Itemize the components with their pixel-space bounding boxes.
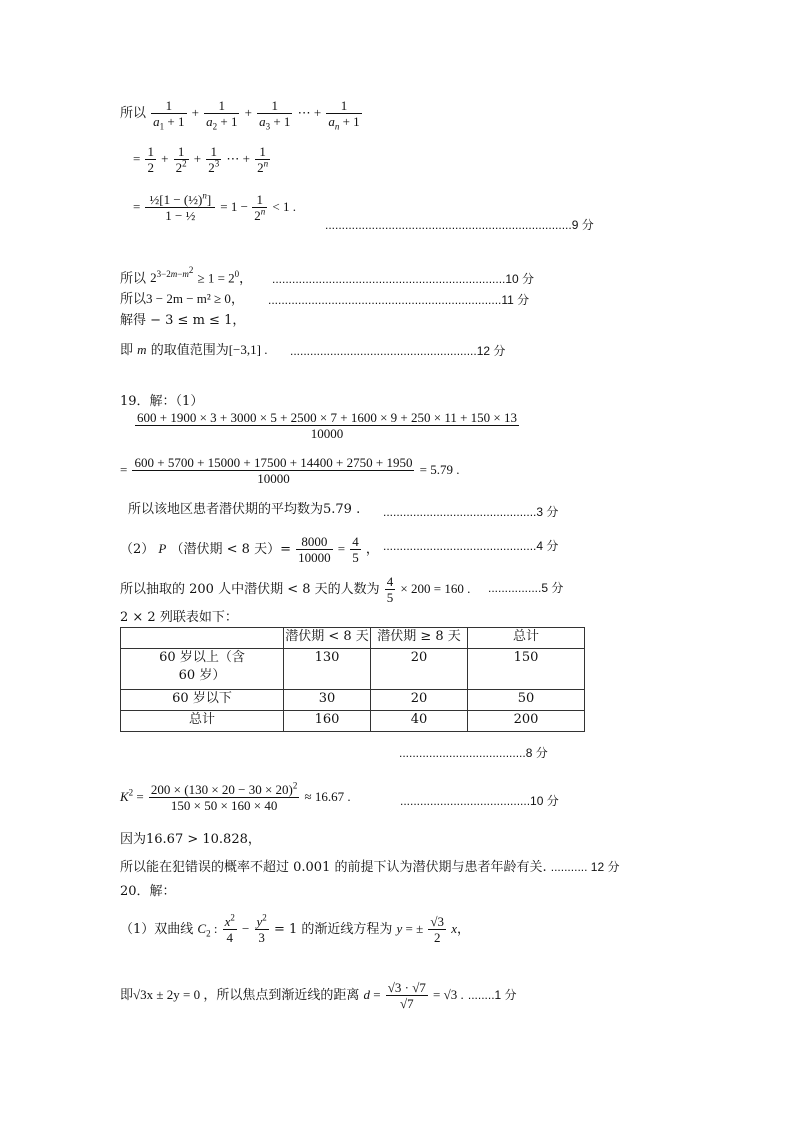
table-cell: 60 岁以下 <box>121 690 284 711</box>
table-title: 2 × 2 列联表如下： <box>120 610 238 625</box>
table-cell: 20 <box>371 649 468 690</box>
probability-line: （2） P （潜伏期 < 8 天）= $\frac{8000}{10000}$ = $\frac{4}{5}$ ， <box>120 534 379 565</box>
fraction: 600 + 1900 × 3 + 3000 × 5 + 2500 × 7 + 1600 × 9 + 250 × 11 + 150 × 13 10000 <box>137 410 517 441</box>
fraction: $\frac{y^2}{3}$ <box>256 912 267 945</box>
fraction: $\frac{x^2}{4}$ <box>224 912 235 945</box>
contingency-table <box>120 627 585 732</box>
score-marker: ......................................8 分 <box>399 746 548 760</box>
fraction: $\frac{1}{2^n}$ <box>254 192 266 223</box>
lead-word: 所以 <box>120 106 147 121</box>
score-marker: .......................................10 分 <box>400 794 559 808</box>
fraction: $\frac{1}{2^2}$ <box>175 144 187 175</box>
solve-line: 解得 − 3 ≤ m ≤ 1， <box>120 313 246 328</box>
fraction: $\frac{1}{2^3}$ <box>208 144 220 175</box>
table-cell: 20 <box>371 690 468 711</box>
table-cell: 总计 <box>121 711 284 732</box>
geometric-terms-line: = $\frac{1}{2}$ + $\frac{1}{2^2}$ + $\frac{1}{2^3}$ ⋯ + $\frac{1}{2^n}$ <box>133 144 269 175</box>
score-marker: ......................................................................10 分 <box>272 272 535 286</box>
big-fraction: $\frac{\frac{1}{2}[1 - (\frac{1}{2})^n]}{\text{1 − ½}}$ <box>145 192 215 223</box>
fraction: $\frac{1}{2^n}$ <box>257 144 269 175</box>
table-cell: 40 <box>371 711 468 732</box>
score-marker: ........1 分 <box>467 988 517 1002</box>
mean-formula-2: = $\frac{600 + 5700 + 15000 + 17500 + 14400 + 2750 + 1950}{10000}$ = 5.79 . <box>120 455 460 486</box>
fraction: $\frac{1}{a_n + 1}$ <box>328 98 360 132</box>
fraction: $\frac{4}{5}$ <box>386 574 394 605</box>
fraction: $\frac{1}{a_2 + 1}$ <box>206 98 238 132</box>
mean-formula-1 <box>134 410 520 441</box>
distance-line: 即√3x ± 2y = 0 ，所以焦点到渐近线的距离 d = $\frac{√3 \cdot √7}{√7}$ = √3 . ........1 分 <box>120 980 517 1011</box>
inequality-line-2: 所以3 − 2m − m² ≥ 0， <box>120 291 244 307</box>
score-marker: ................5 分 <box>488 581 564 595</box>
question-19-heading: 19．解：（1） <box>120 394 204 409</box>
score-marker: ........... 12 分 <box>550 860 620 874</box>
score-marker: ........................................................12 分 <box>290 344 506 358</box>
score-marker: ..........................................................................9 分 <box>325 218 594 232</box>
score-marker: ..............................................4 分 <box>383 539 559 553</box>
table-cell: 总计 <box>468 628 585 649</box>
fraction: $\frac{1}{a_1 + 1}$ <box>153 98 185 132</box>
table-row <box>121 690 585 711</box>
table-header-row <box>121 628 585 649</box>
sample-line: 所以抽取的 200 人中潜伏期 < 8 天的人数为 $\frac{4}{5}$ × 200 = 160 . <box>120 574 471 605</box>
fraction: $\frac{600 + 5700 + 15000 + 17500 + 14400 + 2750 + 1950}{10000}$ <box>134 455 413 486</box>
score-marker: ......................................................................11 分 <box>268 293 530 307</box>
table-row <box>121 711 585 732</box>
mean-conclusion: 所以该地区患者潜伏期的平均数为5.79 . <box>128 502 361 517</box>
fraction: $\frac{4}{5}$ <box>352 534 359 565</box>
comparison-line: 因为16.67 > 10.828， <box>120 832 261 847</box>
geometric-sum-line: = $\frac{\frac{1}{2}[1 - (\frac{1}{2})^n]}{\text{1 − ½}}$ = 1 − $\frac{1}{2^n}$ < 1 . <box>133 190 296 223</box>
conclusion-line: 所以能在犯错误的概率不超过 0.001 的前提下认为潜伏期与患者年龄有关. ........... 12 分 <box>120 860 620 875</box>
question-20-heading: 20．解： <box>120 884 176 899</box>
fraction: $\frac{1}{a_3 + 1}$ <box>259 98 291 132</box>
table-cell: 200 <box>468 711 585 732</box>
fraction: $\frac{√3}{2}$ <box>430 914 445 945</box>
table-cell: 潜伏期 ≥ 8 天 <box>371 628 468 649</box>
table-cell: 潜伏期 < 8 天 <box>284 628 371 649</box>
table-cell: 50 <box>468 690 585 711</box>
score-marker: ..............................................3 分 <box>383 505 559 519</box>
table-cell <box>121 628 284 649</box>
chi-square-line: $K^2$ = $\frac{200 \times (130 \times 20 - 30 \times 20)^2}{150 \times 50 \times 160 \times 40}$ ≈ 16.67 . <box>120 780 351 813</box>
inequality-line-1: 所以 $2^{3-2m-m^2} \ge 1 = 2^0$， <box>120 265 253 287</box>
fraction: $\frac{200 \times (130 \times 20 - 30 \times 20)^2}{150 \times 50 \times 160 \times 40}$ <box>150 780 298 813</box>
fraction: $\frac{8000}{10000}$ <box>298 534 331 565</box>
fraction: $\frac{1}{2}$ <box>147 144 154 175</box>
table-cell: 60 岁以上（含 60 岁） <box>121 649 284 690</box>
range-line: 即 m 的取值范围为[−3,1] . <box>120 342 268 358</box>
table-cell: 130 <box>284 649 371 690</box>
table-cell: 150 <box>468 649 585 690</box>
hyperbola-line: （1）双曲线 $C_2$ : $\frac{x^2}{4}$ − $\frac{y^2}{3}$ = 1 的渐近线方程为 y = ± $\frac{√3}{2}$ x， <box>120 912 470 945</box>
fraction: $\frac{√3 \cdot √7}{√7}$ <box>387 980 426 1011</box>
table-row <box>121 649 585 690</box>
sum-reciprocal-line: 所以 $\frac{1}{a_1 + 1}$ + $\frac{1}{a_2 + 1}$ + $\frac{1}{a_3 + 1}$ ⋯ + $\frac{1}{a_n + 1}$ <box>120 98 360 132</box>
table-cell: 30 <box>284 690 371 711</box>
table-cell: 160 <box>284 711 371 732</box>
